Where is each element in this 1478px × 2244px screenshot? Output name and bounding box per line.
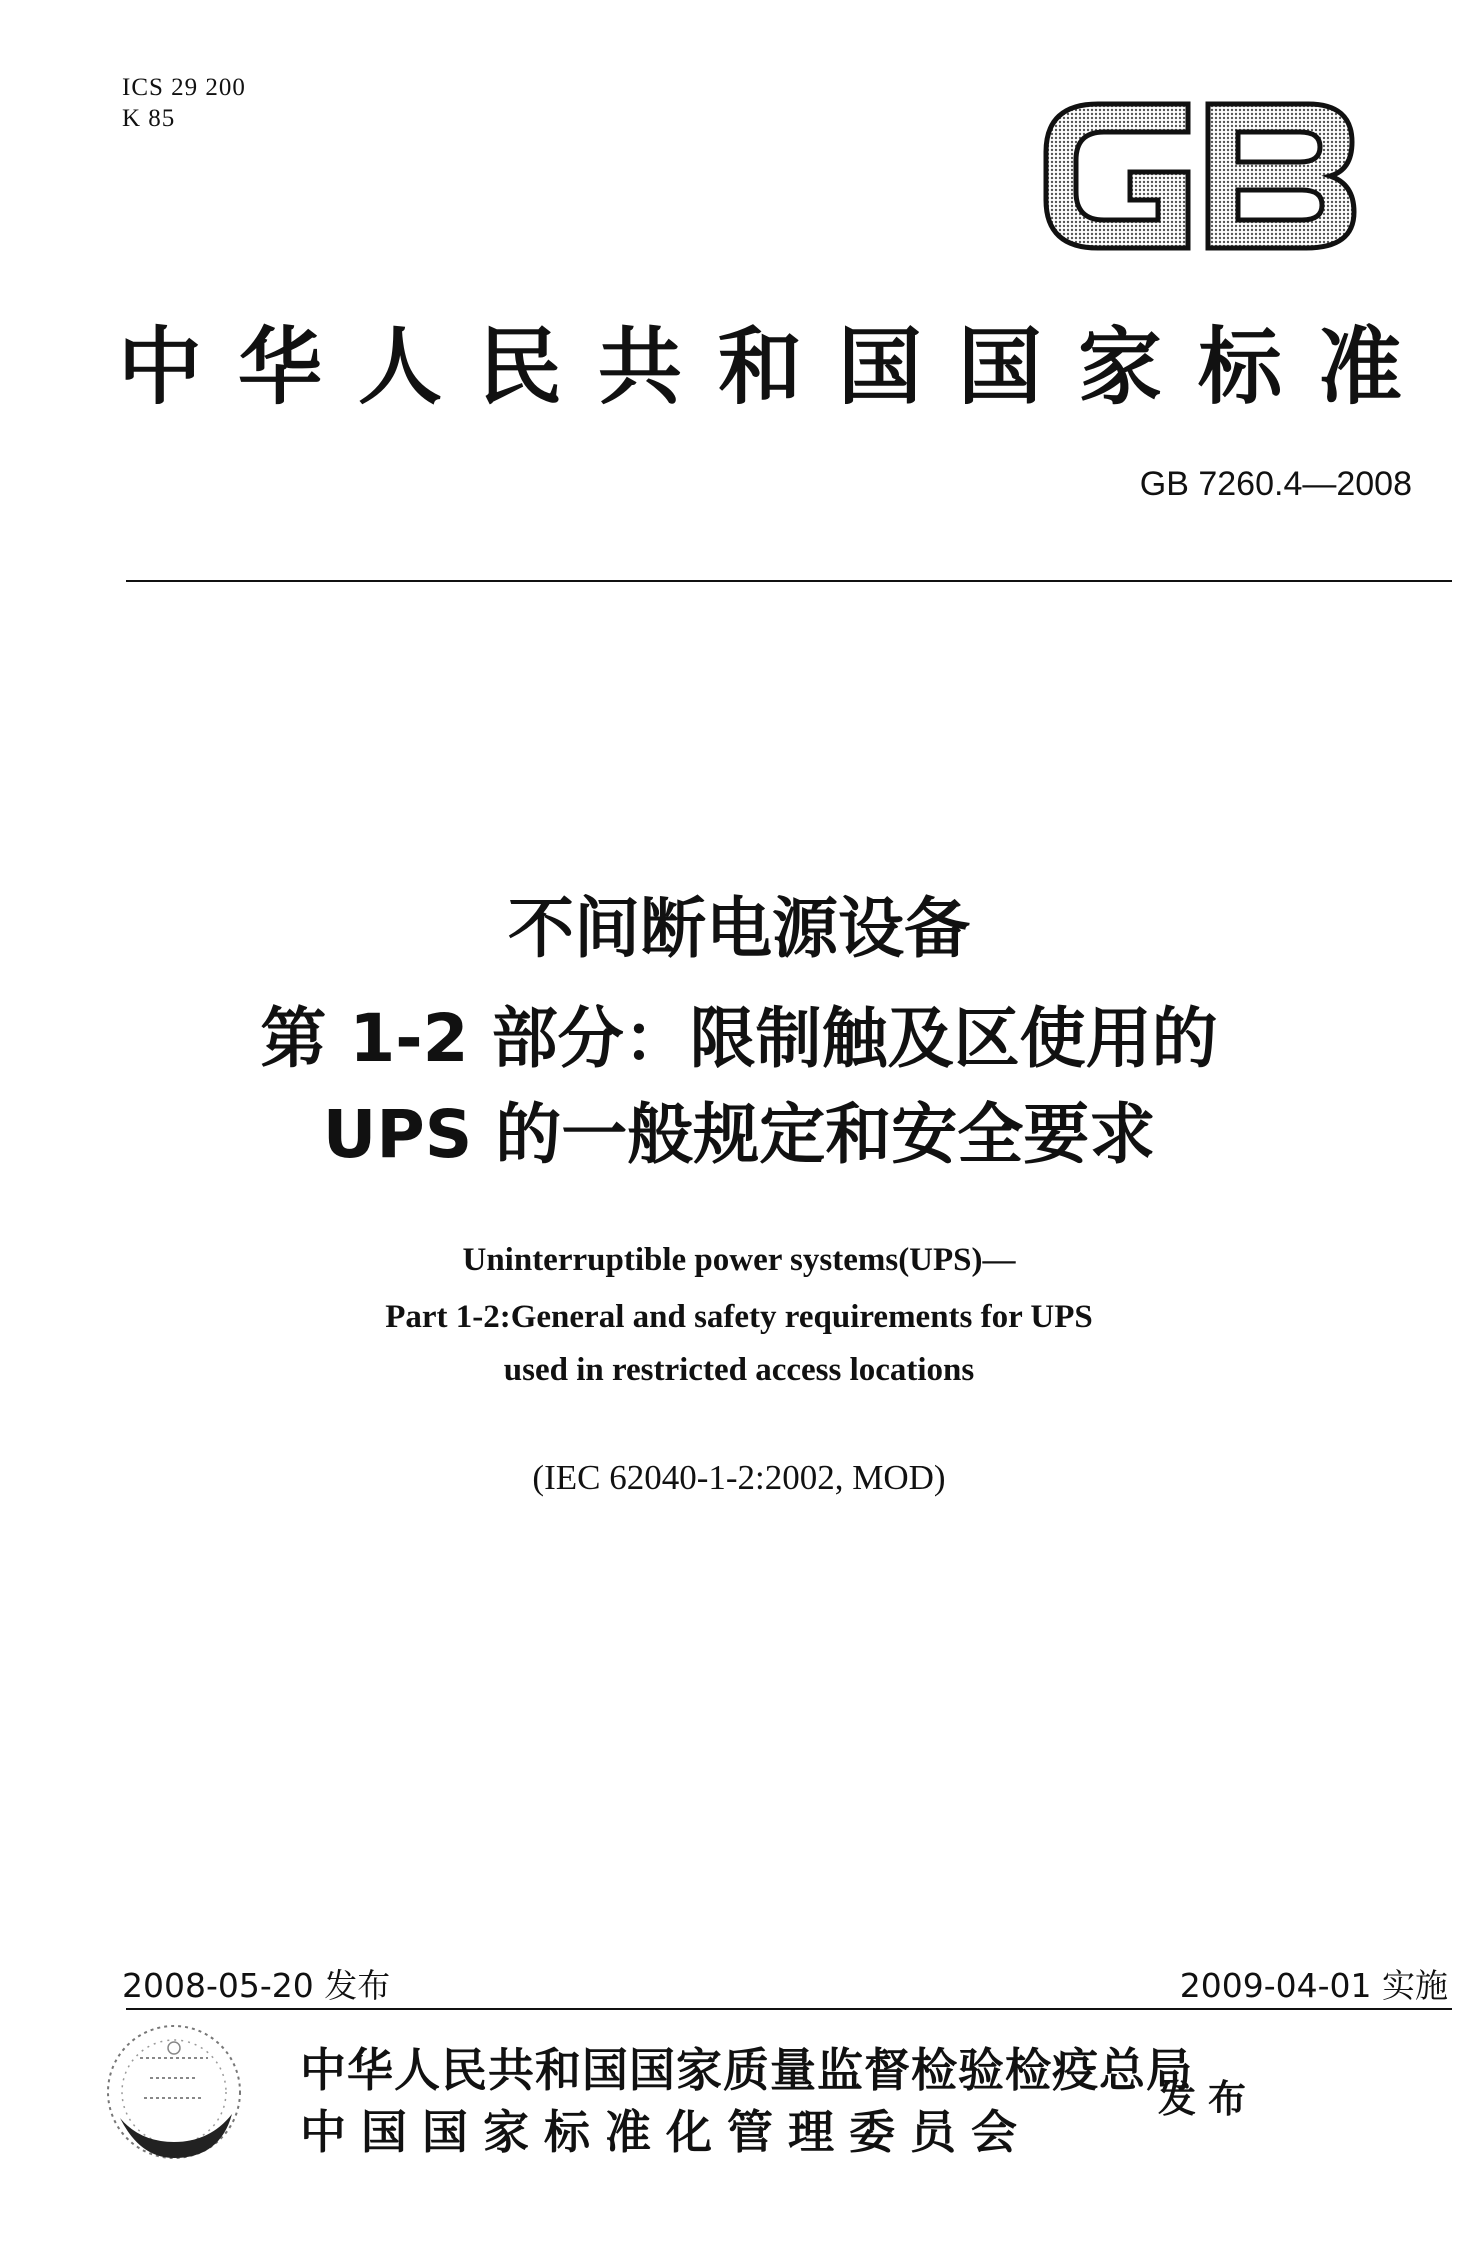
implementation-date: 2009-04-01 实施	[1179, 1966, 1448, 2005]
national-standard-heading: 中华人民共和国国家标准	[118, 317, 1439, 416]
english-title-line-2: Part 1-2:General and safety requirements for UPS	[385, 1299, 1093, 1335]
issuer-line-2: 中国国家标准化管理委员会	[300, 2105, 1032, 2159]
ics-code: ICS 29 200	[122, 74, 246, 101]
seal-stamp	[100, 2018, 248, 2166]
gb-logo	[1038, 92, 1360, 260]
ccs-code: K 85	[122, 105, 176, 132]
bottom-divider	[126, 2008, 1452, 2010]
issue-date: 2008-05-20 发布	[122, 1966, 391, 2005]
issuer-line-1: 中华人民共和国国家质量监督检验检疫总局	[300, 2043, 1193, 2097]
publish-label: 发布	[1158, 2076, 1259, 2121]
adoption-reference: (IEC 62040-1-2:2002, MOD)	[532, 1458, 946, 1497]
classification-codes	[122, 72, 246, 134]
english-title-line-3: used in restricted access locations	[503, 1352, 975, 1388]
chinese-title-line-1: 不间断电源设备	[508, 890, 970, 967]
english-title-line-1: Uninterruptible power systems(UPS)—	[462, 1242, 1016, 1278]
chinese-title-line-3: UPS 的一般规定和安全要求	[322, 1096, 1156, 1173]
top-divider	[126, 580, 1452, 582]
standard-number: GB 7260.4—2008	[1139, 465, 1412, 503]
chinese-title-line-2: 第 1-2 部分：限制触及区使用的	[260, 1000, 1218, 1077]
